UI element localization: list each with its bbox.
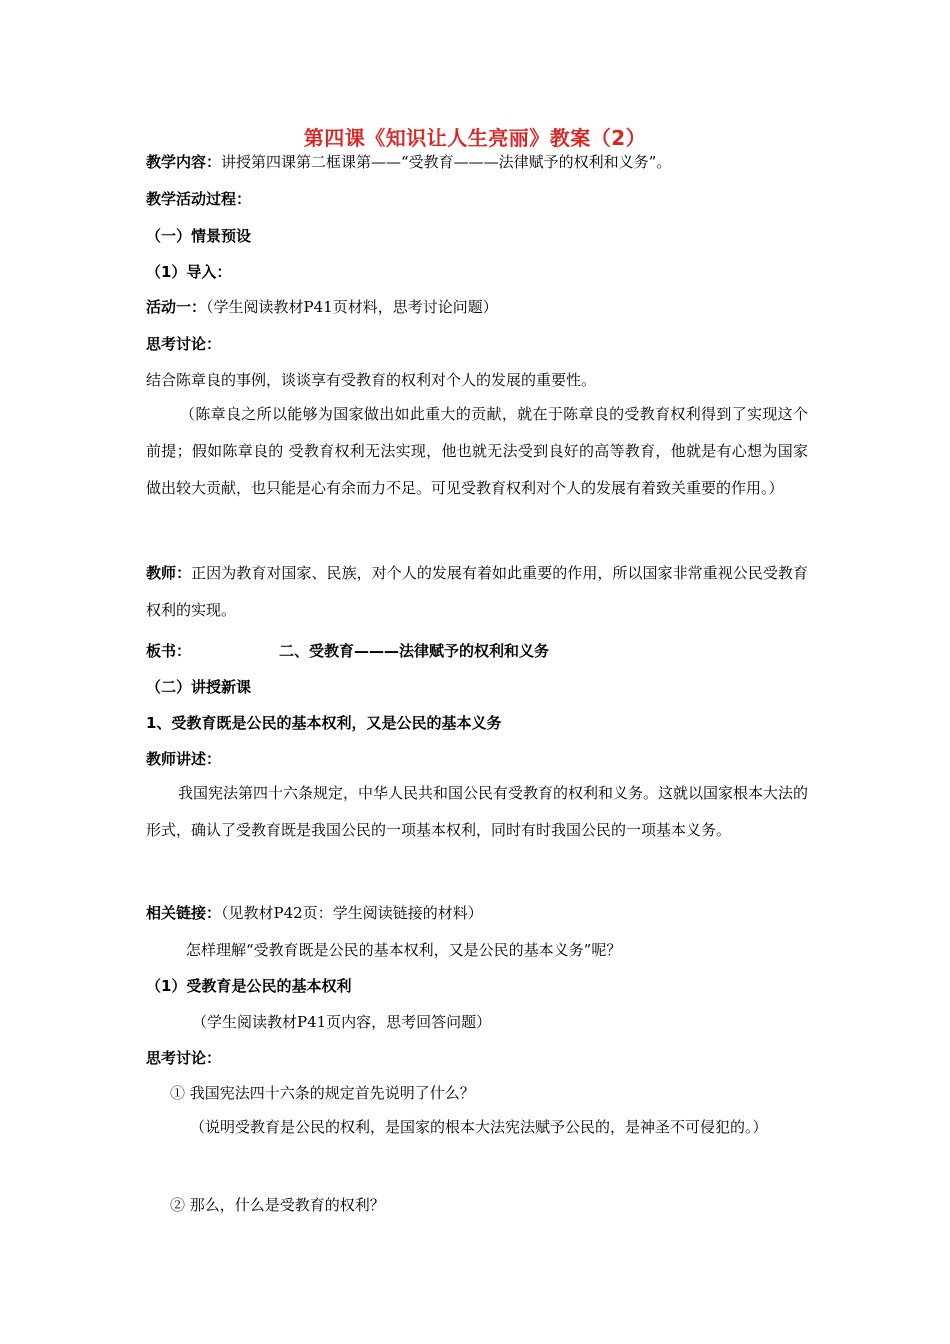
discussion-heading-1: 思考讨论：: [146, 335, 222, 353]
board-line: [146, 641, 549, 661]
question-b: ② 那么，什么是受教育的权利？: [170, 1196, 385, 1214]
teaching-content-label: 教学内容：: [146, 153, 222, 171]
link-text: （见教材P42页：学生阅读链接的材料）: [221, 904, 483, 922]
teacher-talk-heading: 教师讲述：: [146, 750, 222, 768]
answer-1-paragraph: （陈章良之所以能够为国家做出如此重大的贡献，就在于陈章良的受教育权利得到了实现这个前提；假如陈章良的 受教育权利无法实现，他也就无法受到良好的高等教育，他就是有心想为国家做出较大贡献，也只能是心有余而力不足。可见受教育权利对个人的发展有着致关重要的作用。）: [146, 405, 808, 497]
question-1: 结合陈章良的事例，谈谈享有受教育的权利对个人的发展的重要性。: [146, 371, 597, 389]
talk-paragraph: 我国宪法第四十六条规定，中华人民共和国公民有受教育的权利和义务。这就以国家根本大法的形式，确认了受教育既是我国公民的一项基本权利，同时有时我国公民的一项基本义务。: [146, 784, 809, 839]
intro-heading: （1）导入：: [146, 263, 232, 281]
section-2-heading: （二）讲授新课: [146, 678, 252, 696]
process-heading: 教学活动过程：: [146, 190, 252, 208]
section-1-heading: （一）情景预设: [146, 227, 252, 245]
discussion-heading-2: 思考讨论：: [146, 1049, 222, 1067]
how-question: 怎样理解“受教育既是公民的基本权利，又是公民的基本义务”呢？: [186, 941, 622, 959]
activity-label: 活动一：: [146, 298, 207, 316]
teacher-label: 教师：: [146, 564, 192, 582]
link-line: [146, 903, 483, 923]
read-instruction: （学生阅读教材P41页内容，思考回答问题）: [192, 1013, 492, 1031]
teaching-content-text: 讲授第四课第二框课第——“受教育———法律赋予的权利和义务”。: [221, 153, 672, 171]
document-title: 第四课《知识让人生亮丽》教案（2）: [303, 126, 647, 150]
link-label: 相关链接：: [146, 904, 222, 922]
board-text: 二、受教育———法律赋予的权利和义务: [279, 642, 550, 660]
activity-line: [146, 297, 498, 317]
board-label: 板书：: [146, 642, 192, 660]
question-a: ① 我国宪法四十六条的规定首先说明了什么？: [170, 1084, 475, 1102]
point-1-heading: 1、受教育既是公民的基本权利，又是公民的基本义务: [146, 714, 502, 732]
teaching-content-line: [146, 152, 671, 172]
teacher-paragraph: [146, 555, 808, 629]
sub-heading-1: （1）受教育是公民的基本权利: [146, 977, 352, 995]
activity-text: （学生阅读教材P41页材料，思考讨论问题）: [206, 298, 498, 316]
teacher-text: 正因为教育对国家、民族，对个人的发展有着如此重要的作用，所以国家非常重视公民受教育权利的实现。: [146, 564, 808, 619]
answer-a-paragraph: （说明受教育是公民的权利，是国家的根本大法宪法赋予公民的，是神圣不可侵犯的。）: [190, 1118, 768, 1136]
